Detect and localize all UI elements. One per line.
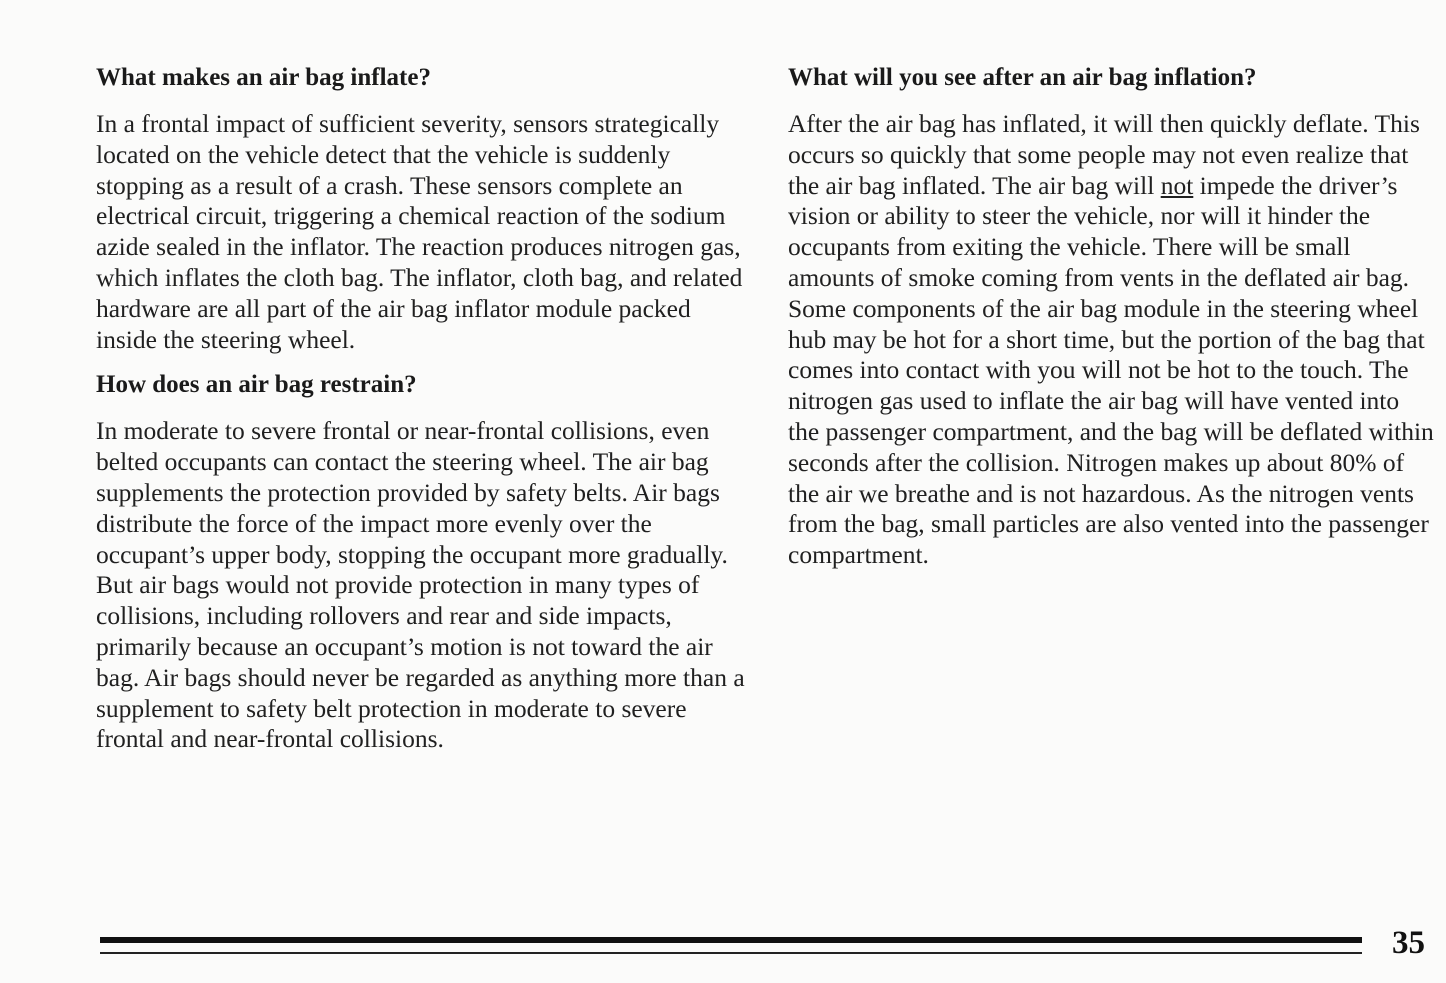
section-body-after-inflation: [788, 109, 1436, 571]
footer-rule-thin: [100, 952, 1362, 954]
section-heading-inflate: What makes an air bag inflate?: [96, 64, 431, 91]
section-body-inflate: In a frontal impact of sufficient severity, sensors strategically located on the vehicle detect that the vehicle is suddenly stopping as a result of a crash. These sensors complete an electrical circuit, triggering a chemical reaction of the sodium azide sealed in the inflator. The reaction produces nitrogen gas, which inflates the cloth bag. The inflator, cloth bag, and related hardware are all part of the air bag inflator module packed inside the steering wheel.: [96, 109, 743, 354]
section-heading-restrain: How does an air bag restrain?: [96, 371, 417, 399]
section-body-restrain: In moderate to severe frontal or near-frontal collisions, even belted occupants can contact the steering wheel. The air bag supplements the protection provided by safety belts. Air bags distribute the force of the impact more evenly over the occupant’s upper body, stopping the occupant more gradually. But air bags would not provide protection in many types of collisions, including rollovers and rear and side impacts, primarily because an occupant’s motion is not toward the air bag. Air bags should never be regarded as anything more than a supplement to safety belt protection in moderate to severe frontal and near-frontal collisions.: [96, 416, 745, 754]
right-column: [788, 62, 1436, 585]
emphasis-not: not: [1160, 170, 1194, 200]
body-text-start: After the air bag has inflated, it will then quickly deflate. This occurs so quickly that some people may not even realize that the air bag inflated. The air bag will: [788, 109, 1420, 200]
footer-rule-thick: [100, 937, 1362, 943]
page-number: 35: [1392, 925, 1425, 961]
left-column: [96, 62, 746, 769]
section-heading-after-inflation: What will you see after an air bag inflation?: [788, 64, 1257, 91]
body-text-end: impede the driver’s vision or ability to steer the vehicle, nor will it hinder the occupants from exiting the vehicle. There will be small amounts of smoke coming from vents in the deflated air bag. Some components of the air bag module in the steering wheel hub may be hot for a short time, but the portion of the bag that comes into contact with you will not be hot to the touch. The nitrogen gas used to inflate the air bag will have vented into the passenger compartment, and the bag will be deflated within seconds after the collision. Nitrogen makes up about 80% of the air we breathe and is not hazardous. As the nitrogen vents from the bag, small particles are also vented into the passenger compartment.: [788, 170, 1434, 570]
